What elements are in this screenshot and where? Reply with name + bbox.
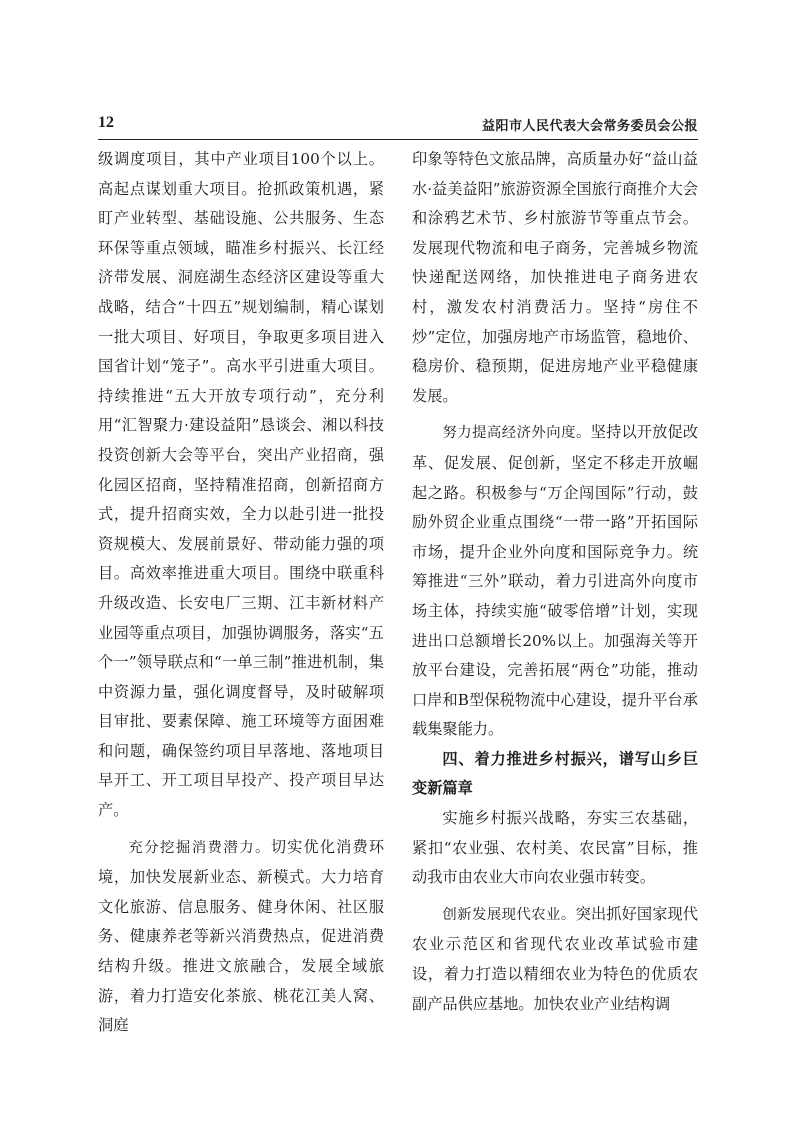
header-rule [98, 139, 698, 140]
paragraph-tourism: 印象等特色文旅品牌，高质量办好“益山益水·益美益阳”旅游资源全国旅行商推介大会和涂鸦艺术节、乡村旅游节等重点节会。发展现代物流和电子商务，完善城乡物流快递配送网络，加快推进电子商务进农村，激发农村消费活力。坚持“房住不炒”定位，加强房地产市场监管，稳地价、稳房价、稳预期，促进房地产业平稳健康发展。 [412, 150, 698, 405]
paragraph-body: 突出抓好国家现代农业示范区和省现代农业改革试验市建设，着力打造以精细农业为特色的优质农副产品供应基地。加快农业产业结构调 [412, 904, 698, 1013]
left-column [98, 145, 384, 1041]
paragraph-body: 坚持以开放促改革、促发展、促创新，坚定不移走开放崛起之路。积极参与“万企闯国际”行动，鼓励外贸企业重点围绕“一带一路”开拓国际市场，提升企业外向度和国际竞争力。统筹推进“三外”联动，着力引进高外向度市场主体，持续实施“破零倍增”计划，实现进出口总额增长20%以上。加强海关等开放平台建设，完善拓展“两仓”功能，推动口岸和B型保税物流中心建设，提升平台承载集聚能力。 [412, 423, 698, 739]
paragraph-lead: 充分挖掘消费潜力。 [128, 839, 271, 856]
paragraph-modern-agriculture [412, 900, 698, 1019]
journal-title: 益阳市人民代表大会常务委员会公报 [481, 119, 698, 134]
paragraph-body: 切实优化消费环境，加快发展新业态、新模式。大力培育文化旅游、信息服务、健身休闲、社区服务、健康养老等新兴消费热点，促进消费结构升级。推进文旅融合，发展全域旅游，着力打造安化茶旅、桃花江美人窝、洞庭 [98, 837, 385, 1035]
section-heading: 四、着力推进乡村振兴，谱写山乡巨变新篇章 [412, 749, 698, 798]
paragraph-lead: 努力提高经济外向度。 [442, 425, 591, 442]
paragraph-lead: 创新发展现代农业。 [442, 906, 576, 923]
page-number: 12 [98, 114, 114, 131]
paragraph-rural-strategy: 实施乡村振兴战略，夯实三农基础，紧扣“农业强、农村美、农民富”目标，推动我市由农业大市向农业强市转变。 [412, 809, 698, 887]
paragraph-openness [412, 418, 698, 745]
page-header [98, 114, 698, 138]
right-column [412, 145, 698, 1019]
paragraph-major-projects: 级调度项目，其中产业项目100个以上。高起点谋划重大项目。抢抓政策机遇，紧盯产业转型、基础设施、公共服务、生态环保等重点领域，瞄准乡村振兴、长江经济带发展、洞庭湖生态经济区建设等重大战略，结合“十四五”规划编制，精心谋划一批大项目、好项目，争取更多项目进入国省计划“笼子”。高水平引进重大项目。持续推进“五大开放专项行动”，充分利用“汇智聚力·建设益阳”恳谈会、湘以科技投资创新大会等平台，突出产业招商，强化园区招商，坚持精准招商，创新招商方式，提升招商实效，全力以赴引进一批投资规模大、发展前景好、带动能力强的项目。高效率推进重大项目。围绕中联重科升级改造、长安电厂三期、江丰新材料产业园等重点项目，加强协调服务，落实“五个一”领导联点和“一单三制”推进机制，集中资源力量，强化调度督导，及时破解项目审批、要素保障、施工环境等方面困难和问题，确保签约项目早落地、落地项目早开工、开工项目早投产、投产项目早达产。 [98, 150, 384, 820]
paragraph-consumption [98, 833, 384, 1041]
